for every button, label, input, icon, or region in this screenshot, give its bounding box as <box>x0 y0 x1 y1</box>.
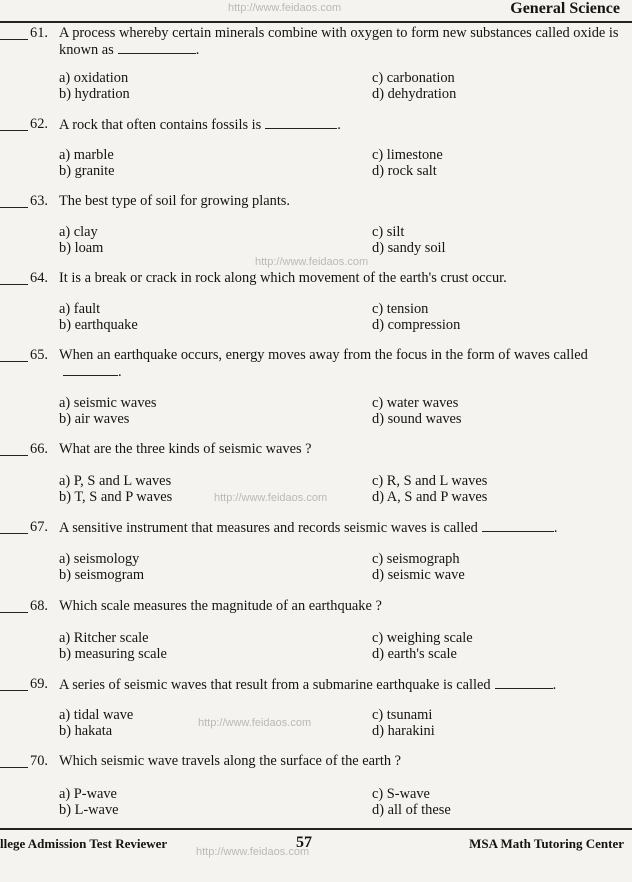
header-rule <box>0 21 632 23</box>
option-c: c) limestone <box>372 147 443 163</box>
question-suffix: . <box>552 677 557 693</box>
fill-in-blank <box>118 41 196 54</box>
question-text: The best type of soil for growing plants. <box>59 193 291 209</box>
footer-publisher: MSA Math Tutoring Center <box>469 836 624 851</box>
option-b: b) seismogram <box>59 567 145 583</box>
question-suffix: . <box>118 364 122 380</box>
option-c: c) S-wave <box>372 786 430 802</box>
question-text: What are the three kinds of seismic waves ? <box>59 441 312 457</box>
question-number: 61. <box>30 25 48 41</box>
option-a: a) oxidation <box>59 70 129 86</box>
option-d: d) all of these <box>372 802 451 818</box>
answer-blank-line <box>0 39 28 40</box>
answer-blank-line <box>0 767 28 768</box>
footer-book-title: llege Admission Test Reviewer <box>0 836 168 851</box>
answer-blank-line <box>0 284 28 285</box>
option-c: c) tension <box>372 301 429 317</box>
option-b: b) hakata <box>59 723 113 739</box>
option-b: b) L-wave <box>59 802 119 818</box>
option-a: a) P-wave <box>59 786 117 802</box>
question-text-block <box>59 193 619 209</box>
option-a: a) seismology <box>59 551 140 567</box>
option-b: b) granite <box>59 163 115 179</box>
question-number: 70. <box>30 753 48 769</box>
answer-blank-line <box>0 533 28 534</box>
question-number: 65. <box>30 347 48 363</box>
option-c: c) carbonation <box>372 70 455 86</box>
question-suffix: . <box>337 117 341 133</box>
option-c: c) silt <box>372 224 405 240</box>
option-d: d) seismic wave <box>372 567 465 583</box>
option-d: d) sound waves <box>372 411 462 427</box>
page-number: 57 <box>296 834 312 851</box>
footer-rule <box>0 828 632 830</box>
watermark-lower: http://www.feidaos.com <box>198 717 312 729</box>
option-b: b) earthquake <box>59 317 138 333</box>
question-text: A process whereby certain minerals combine with oxygen to form new substances called oxide is known as <box>59 25 619 58</box>
question-text: It is a break or crack in rock along which movement of the earth's crust occur. <box>59 270 507 286</box>
watermark-footer: http://www.feidaos.com <box>196 846 310 858</box>
question-text: When an earthquake occurs, energy moves away from the focus in the form of waves called <box>59 347 588 363</box>
option-d: d) rock salt <box>372 163 437 179</box>
question-text: Which seismic wave travels along the surface of the earth ? <box>59 753 402 769</box>
answer-blank-line <box>0 361 28 362</box>
question-suffix: . <box>195 42 200 58</box>
option-a: a) tidal wave <box>59 707 134 723</box>
option-b: b) air waves <box>59 411 130 427</box>
option-d: d) harakini <box>372 723 435 739</box>
option-a: a) P, S and L waves <box>59 473 172 489</box>
watermark-middle: http://www.feidaos.com <box>255 256 369 268</box>
answer-blank-line <box>0 207 28 208</box>
watermark-top: http://www.feidaos.com <box>228 2 342 14</box>
answer-blank-line <box>0 130 28 131</box>
question-number: 62. <box>30 116 48 132</box>
question-text-block <box>59 519 619 536</box>
question-text-block <box>59 598 619 614</box>
option-c: c) seismograph <box>372 551 460 567</box>
question-number: 69. <box>30 676 48 692</box>
question-number: 68. <box>30 598 48 614</box>
option-a: a) marble <box>59 147 114 163</box>
watermark-options: http://www.feidaos.com <box>214 492 328 504</box>
fill-in-blank <box>265 116 337 129</box>
answer-blank-line <box>0 455 28 456</box>
option-a: a) clay <box>59 224 98 240</box>
question-text-block <box>59 441 619 457</box>
question-text: Which scale measures the magnitude of an earthquake ? <box>59 598 382 614</box>
option-c: c) R, S and L waves <box>372 473 488 489</box>
option-b: b) measuring scale <box>59 646 167 662</box>
option-c: c) weighing scale <box>372 630 473 646</box>
question-text: A sensitive instrument that measures and records seismic waves is called <box>59 520 478 536</box>
question-text: A series of seismic waves that result from a submarine earthquake is called <box>59 677 491 693</box>
option-b: b) T, S and P waves <box>59 489 173 505</box>
question-text-block <box>59 270 619 286</box>
question-text-block <box>59 116 619 133</box>
fill-in-blank <box>495 676 553 689</box>
option-b: b) hydration <box>59 86 130 102</box>
option-d: d) sandy soil <box>372 240 446 256</box>
fill-in-blank <box>63 363 118 376</box>
option-c: c) water waves <box>372 395 459 411</box>
question-text-block <box>59 753 619 769</box>
option-d: d) compression <box>372 317 461 333</box>
option-d: d) earth's scale <box>372 646 457 662</box>
option-b: b) loam <box>59 240 104 256</box>
question-number: 63. <box>30 193 48 209</box>
fill-in-blank <box>482 519 554 532</box>
option-d: d) A, S and P waves <box>372 489 488 505</box>
option-c: c) tsunami <box>372 707 433 723</box>
option-d: d) dehydration <box>372 86 457 102</box>
question-text-block <box>59 347 619 380</box>
question-number: 67. <box>30 519 48 535</box>
option-a: a) seismic waves <box>59 395 157 411</box>
question-text-block <box>59 676 619 693</box>
option-a: a) fault <box>59 301 101 317</box>
question-text-block <box>59 25 619 58</box>
answer-blank-line <box>0 612 28 613</box>
answer-blank-line <box>0 690 28 691</box>
question-text: A rock that often contains fossils is <box>59 117 262 133</box>
question-suffix: . <box>553 520 558 536</box>
question-number: 64. <box>30 270 48 286</box>
header-title: General Science <box>510 0 620 17</box>
option-a: a) Ritcher scale <box>59 630 149 646</box>
question-number: 66. <box>30 441 48 457</box>
